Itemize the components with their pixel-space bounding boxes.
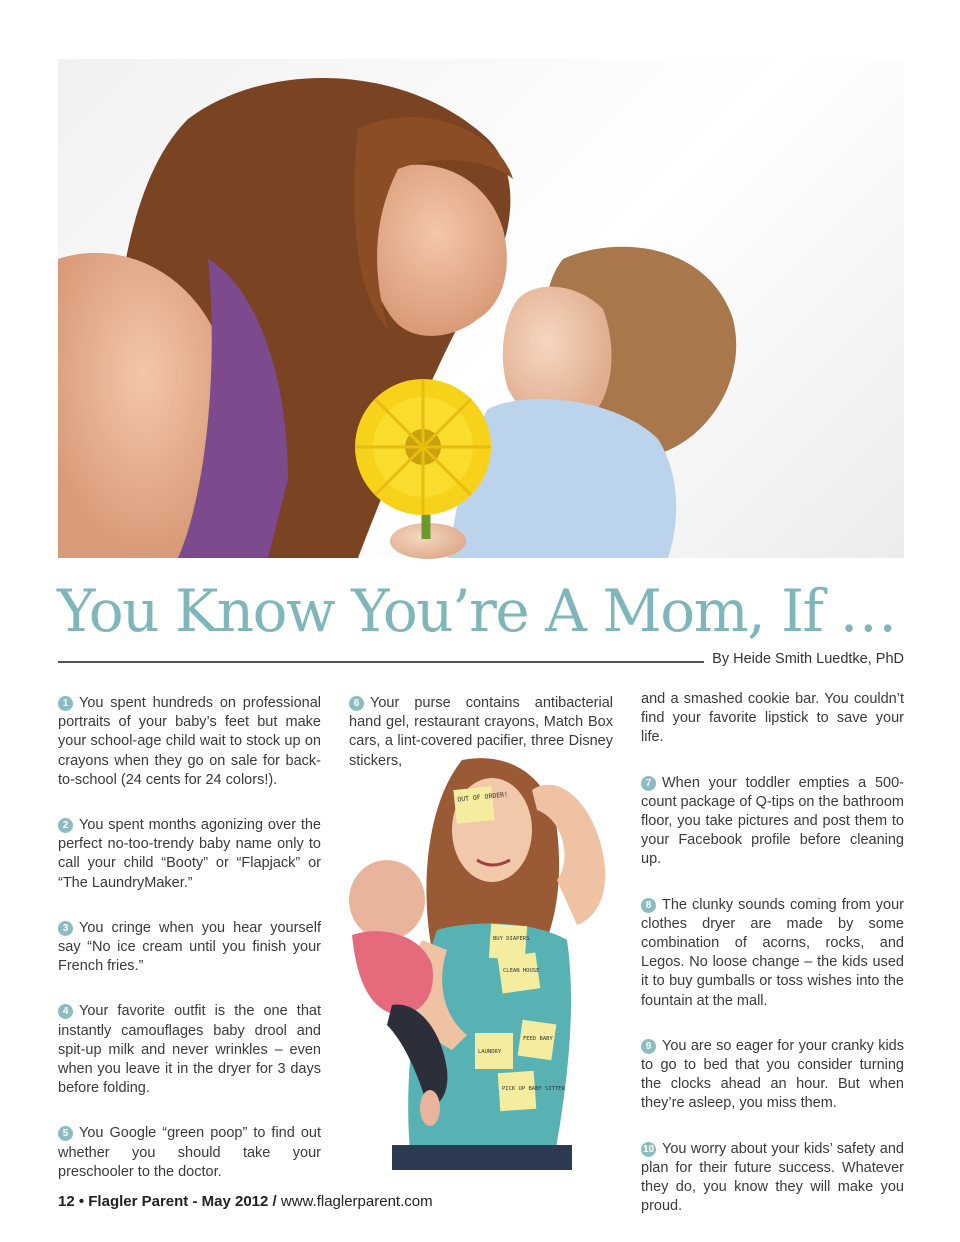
column-1 [58, 694, 321, 1208]
item-number-icon: 3 [58, 921, 73, 936]
mother-kissing-son-illustration [58, 59, 904, 558]
sticky-note [518, 1020, 557, 1060]
list-item: 10 You worry about your kids’ safety and plan for their future success. Whatever they do, you know they will make you proud. [641, 1140, 904, 1215]
list-item: 8 The clunky sounds coming from your clothes dryer are made by some combination of acorns, rocks, and Legos. No loose change – the kids used it to buy gumballs or toss wishes into the fountain at the mall. [641, 896, 904, 1009]
column-3 [641, 690, 904, 1242]
list-item: 6 Your purse contains antibacterial hand gel, restaurant crayons, Match Box cars, a lint-covered pacifier, three Disney stickers, [349, 695, 613, 769]
list-item: 7 When your toddler empties a 500-count package of Q-tips on the bathroom floor, you take pictures and post them to your Facebook profile before cleaning up. [641, 774, 904, 868]
title-divider [58, 661, 704, 663]
item-number-icon: 2 [58, 818, 73, 833]
sticky-note [498, 953, 541, 994]
hero-photo [58, 59, 904, 558]
item-number-icon: 9 [641, 1039, 656, 1054]
svg-text:PICK UP BABY SITTER: PICK UP BABY SITTER [502, 1086, 565, 1092]
svg-text:LAUNDRY: LAUNDRY [478, 1049, 502, 1055]
list-item: 4 Your favorite outfit is the one that instantly camouflages baby drool and spit-up milk and never wrinkles – even when you leave it in the dryer for 3 days before folding. [58, 1003, 321, 1097]
svg-text:FEED BABY: FEED BABY [523, 1036, 553, 1042]
list-item: 5 You Google “green poop” to find out whether you should take your preschooler to the doctor. [58, 1125, 321, 1180]
svg-text:OUT OF ORDER!: OUT OF ORDER! [456, 790, 509, 804]
item-number-icon: 8 [641, 898, 656, 913]
svg-text:BUY DIAPERS: BUY DIAPERS [493, 936, 530, 942]
article-title: You Know You’re A Mom, If … [57, 577, 896, 645]
list-item: 2 You spent months agonizing over the perfect no-too-trendy baby name only to call your child “Booty” or “Flapjack” or “The LaundryMaker.” [58, 817, 321, 891]
list-item: 3 You cringe when you hear yourself say “No ice cream until you finish your French fries.” [58, 919, 321, 975]
page-footer [58, 1193, 433, 1210]
frazzled-mom-photo [342, 750, 614, 1170]
mom-holding-baby-illustration [342, 750, 614, 1170]
list-item: 1 You spent hundreds on professional portraits of your baby’s feet but make your school-age child wait to stock up on crayons when they go on sale for back-to-school (24 cents for 24 colors!). [58, 695, 321, 788]
footer-url[interactable]: www.flaglerparent.com [280, 1193, 433, 1210]
item-number-icon: 5 [58, 1126, 73, 1141]
item-number-icon: 6 [349, 696, 364, 711]
svg-text:CLEAN HOUSE: CLEAN HOUSE [503, 968, 540, 974]
item-number-icon: 4 [58, 1004, 73, 1019]
item-number-icon: 10 [642, 1143, 655, 1155]
list-item: 9 You are so eager for your cranky kids to go to bed that you consider turning the clocks ahead an hour. But when they’re asleep, you miss them. [641, 1037, 904, 1112]
sticky-note [475, 1033, 513, 1069]
list-item-continuation: and a smashed cookie bar. You couldn’t find your favorite lipstick to save your life. [641, 691, 904, 746]
item-number-icon: 1 [58, 696, 73, 711]
footer-page-issue: 12 • Flagler Parent - May 2012 / [58, 1193, 277, 1210]
column-2 [349, 694, 613, 769]
byline: By Heide Smith Luedtke, PhD [712, 651, 904, 667]
yellow-flower-icon [355, 379, 491, 515]
item-number-icon: 7 [641, 776, 656, 791]
